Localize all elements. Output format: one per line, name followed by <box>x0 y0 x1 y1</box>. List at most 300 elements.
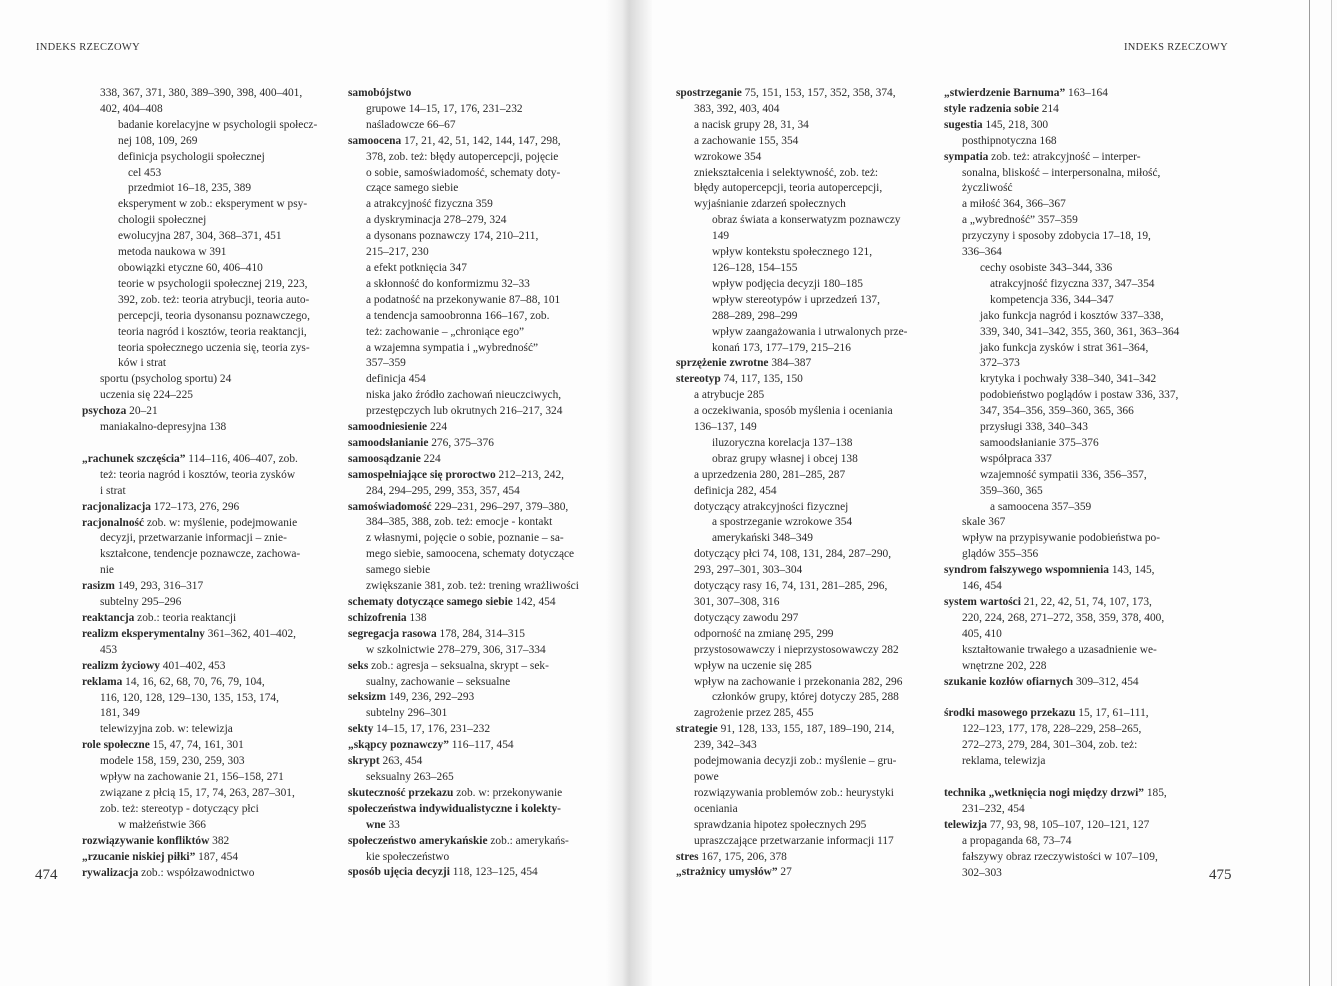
index-subentry <box>944 245 1179 261</box>
index-subentry <box>944 643 1179 659</box>
entry-heading: „skąpcy poznawczy” <box>348 739 449 752</box>
index-subentry <box>82 325 317 341</box>
index-subentry <box>82 150 317 166</box>
index-subentry <box>82 118 317 134</box>
entry-text: 215–217, 230 <box>366 246 429 259</box>
entry-text: 145, 218, 300 <box>982 118 1049 131</box>
entry-text: niska jako źródło zachowań nieuczciwych, <box>366 389 562 402</box>
index-subentry <box>82 643 317 659</box>
index-entry <box>348 420 579 436</box>
index-entry <box>676 850 907 866</box>
entry-heading: sugestia <box>944 118 983 131</box>
entry-text: zagrożenie przez 285, 455 <box>694 707 814 720</box>
index-entry <box>676 722 907 738</box>
index-subentry <box>82 341 317 357</box>
entry-text: obraz świata a konserwatyzm poznawczy <box>712 214 901 227</box>
index-subentry <box>676 786 907 802</box>
entry-text: a podatność na przekonywanie 87–88, 101 <box>366 293 561 306</box>
index-subentry <box>82 229 317 245</box>
entry-text: kie społeczeństwo <box>366 850 450 863</box>
index-column-3 <box>676 86 907 881</box>
index-subentry <box>676 834 907 850</box>
index-subentry <box>348 388 579 404</box>
index-subentry <box>676 627 907 643</box>
entry-heading: rasizm <box>82 580 115 593</box>
index-entry <box>348 627 579 643</box>
index-entry <box>348 722 579 738</box>
index-subentry <box>82 372 317 388</box>
entry-heading: sposób ujęcia decyzji <box>348 866 450 879</box>
index-subentry <box>676 181 907 197</box>
index-subentry <box>348 245 579 261</box>
index-entry <box>348 436 579 452</box>
index-entry <box>944 786 1179 802</box>
index-subentry <box>82 691 317 707</box>
entry-text: definicja psychologii społecznej <box>118 150 265 163</box>
entry-text: 146, 454 <box>962 580 1002 593</box>
entry-text: definicja 282, 454 <box>694 484 777 497</box>
entry-text: 347, 354–356, 359–360, 365, 366 <box>980 405 1134 418</box>
index-subentry <box>944 515 1179 531</box>
entry-text: ewolucyjna 287, 304, 368–371, 451 <box>118 230 282 243</box>
index-subentry <box>676 150 907 166</box>
index-subentry <box>348 118 579 134</box>
entry-text: 20–21 <box>126 405 158 418</box>
entry-text: 276, 375–376 <box>428 436 494 449</box>
entry-text: a nacisk grupy 28, 31, 34 <box>694 118 809 131</box>
index-entry <box>348 452 579 468</box>
index-subentry <box>676 404 907 420</box>
entry-text: 453 <box>100 643 118 656</box>
index-subentry <box>676 468 907 484</box>
index-entry <box>82 850 317 866</box>
entry-heading: racjonalizacja <box>82 500 151 513</box>
entry-text: jako funkcja nagród i kosztów 337–338, <box>980 309 1164 322</box>
entry-text: obowiązki etyczne 60, 406–410 <box>118 261 263 274</box>
entry-heading: wne <box>366 818 386 831</box>
entry-text: zob. też: atrakcyjność – interper- <box>988 150 1141 163</box>
page-number-left: 474 <box>35 867 58 883</box>
entry-text: a uprzedzenia 280, 281–285, 287 <box>694 468 846 481</box>
entry-text: wzajemność sympatii 336, 356–357, <box>980 468 1147 481</box>
entry-text: 149, 293, 316–317 <box>114 580 204 593</box>
index-subentry <box>676 245 907 261</box>
entry-text: odporność na zmianę 295, 299 <box>694 627 834 640</box>
index-subentry <box>348 547 579 563</box>
entry-text: a „wybredność” 357–359 <box>962 214 1078 227</box>
entry-text: 136–137, 149 <box>694 421 757 434</box>
index-subentry <box>348 102 579 118</box>
entry-text: samego siebie <box>366 564 431 577</box>
entry-text: a atrybucje 285 <box>694 389 765 402</box>
entry-text: 336–364 <box>962 246 1002 259</box>
index-subentry <box>676 643 907 659</box>
index-subentry <box>82 547 317 563</box>
index-subentry <box>676 197 907 213</box>
entry-text: modele 158, 159, 230, 259, 303 <box>100 755 245 768</box>
entry-heading: samoosądzanie <box>348 452 421 465</box>
index-subentry <box>944 579 1179 595</box>
entry-heading: syndrom fałszywego wspomnienia <box>944 564 1109 577</box>
entry-text: sportu (psycholog sportu) 24 <box>100 373 232 386</box>
entry-text: zob. w: przekonywanie <box>453 786 563 799</box>
index-subentry <box>676 500 907 516</box>
entry-text: współpraca 337 <box>980 452 1052 465</box>
index-subentry <box>348 293 579 309</box>
entry-text: podobieństwo poglądów i postaw 336, 337, <box>980 389 1179 402</box>
index-subentry <box>676 659 907 675</box>
entry-text: rozwiązywania problemów zob.: heurystyki <box>694 786 894 799</box>
entry-heading: samoświadomość <box>348 500 432 513</box>
index-subentry <box>82 595 317 611</box>
entry-heading: stereotyp <box>676 373 721 386</box>
entry-text: krytyka i pochwały 338–340, 341–342 <box>980 373 1157 386</box>
entry-text: zob. w: myślenie, podejmowanie <box>144 516 298 529</box>
index-entry <box>82 675 317 691</box>
entry-heading: technika „wetknięcia nogi między drzwi” <box>944 787 1144 800</box>
entry-text: zob.: agresja – seksualna, skrypt – sek- <box>368 659 549 672</box>
index-subentry <box>676 595 907 611</box>
entry-spacer <box>82 436 317 452</box>
index-subentry <box>944 277 1179 293</box>
entry-text: oceniania <box>694 802 738 815</box>
index-entry <box>348 659 579 675</box>
entry-text: przedmiot 16–18, 235, 389 <box>128 182 252 195</box>
index-entry <box>944 706 1179 722</box>
index-entry <box>82 404 317 420</box>
index-column-4 <box>944 86 1179 882</box>
index-subentry <box>676 261 907 277</box>
index-entry <box>82 866 317 882</box>
entry-heading: „stwierdzenie Barnuma” <box>944 87 1066 99</box>
index-subentry <box>676 611 907 627</box>
index-subentry <box>348 770 579 786</box>
index-entry <box>348 786 579 802</box>
index-subentry <box>944 738 1179 754</box>
entry-text: fałszywy obraz rzeczywistości w 107–109, <box>962 850 1158 863</box>
index-subentry <box>944 834 1179 850</box>
entry-text: 224 <box>420 452 441 465</box>
entry-spacer <box>944 690 1179 706</box>
index-entry <box>676 86 907 102</box>
entry-text: zwiększanie 381, zob. też: trening wrażliwości <box>366 580 579 593</box>
entry-text: powe <box>694 770 719 783</box>
index-subentry <box>676 484 907 500</box>
entry-text: w szkolnictwie 278–279, 306, 317–334 <box>366 643 546 656</box>
entry-text: percepcji, teoria dysonansu poznawczego, <box>118 309 310 322</box>
entry-text: sualny, zachowanie – seksualne <box>366 675 511 688</box>
entry-text: o sobie, samoświadomość, schematy doty- <box>366 166 561 179</box>
entry-text: 149 <box>712 230 730 243</box>
entry-heading: strategie <box>676 723 718 736</box>
index-subentry <box>348 213 579 229</box>
entry-text: cel 453 <box>128 166 162 179</box>
index-subentry <box>348 150 579 166</box>
index-entry <box>944 818 1179 834</box>
entry-text: 75, 151, 153, 157, 352, 358, 374, <box>741 87 896 99</box>
index-entry <box>82 834 317 850</box>
index-subentry <box>82 309 317 325</box>
index-entry <box>944 102 1179 118</box>
entry-text: a miłość 364, 366–367 <box>962 198 1066 211</box>
entry-text: 15, 17, 61–111, <box>1075 707 1149 720</box>
index-subentry <box>676 738 907 754</box>
entry-text: przestępczych lub okrutnych 216–217, 324 <box>366 405 563 418</box>
entry-text: 231–232, 454 <box>962 802 1025 815</box>
page-edge-line <box>1309 0 1310 986</box>
index-subentry <box>944 325 1179 341</box>
entry-text: członków grupy, której dotyczy 285, 288 <box>712 691 899 704</box>
entry-text: eksperyment w zob.: eksperyment w psy- <box>118 198 308 211</box>
entry-text: zob.: współzawodnictwo <box>138 866 255 879</box>
index-entry <box>348 754 579 770</box>
entry-text: 33 <box>385 818 400 831</box>
entry-heading: „rzucanie niskiej piłki” <box>82 850 196 863</box>
entry-heading: „strażnicy umysłów” <box>676 866 778 879</box>
entry-text: metoda naukowa w 391 <box>118 246 227 259</box>
entry-heading: seksizm <box>348 691 386 704</box>
entry-text: a atrakcyjność fizyczna 359 <box>366 198 493 211</box>
index-subentry <box>676 118 907 134</box>
index-subentry <box>944 372 1179 388</box>
index-subentry <box>348 563 579 579</box>
entry-text: skale 367 <box>962 516 1006 529</box>
entry-text: 402, 404–408 <box>100 102 163 115</box>
entry-text: a tendencja samoobronna 166–167, zob. <box>366 309 550 322</box>
index-entry <box>348 134 579 150</box>
index-subentry <box>348 515 579 531</box>
entry-heading: samoodniesienie <box>348 421 428 434</box>
entry-text: 384–385, 388, zob. też: emocje - kontakt <box>366 516 553 529</box>
index-entry <box>348 86 579 102</box>
entry-text: życzliwość <box>962 182 1013 195</box>
entry-heading: sprzężenie zwrotne <box>676 357 769 370</box>
index-subentry <box>82 181 317 197</box>
index-subentry <box>82 86 317 102</box>
entry-text: chologii społecznej <box>118 214 207 227</box>
entry-text: wpływ na uczenie się 285 <box>694 659 812 672</box>
index-subentry <box>944 802 1179 818</box>
entry-heading: spostrzeganie <box>676 87 742 99</box>
index-subentry <box>944 500 1179 516</box>
page-number-right: 475 <box>1209 867 1232 883</box>
index-subentry <box>944 134 1179 150</box>
entry-text: 212–213, 242, <box>495 468 564 481</box>
index-entry <box>944 595 1179 611</box>
entry-text: czące samego siebie <box>366 182 459 195</box>
running-header-left: INDEKS RZECZOWY <box>36 42 140 53</box>
entry-text: 122–123, 177, 178, 228–229, 258–265, <box>962 723 1142 736</box>
index-entry <box>676 372 907 388</box>
entry-text: atrakcyjność fizyczna 337, 347–354 <box>990 277 1155 290</box>
entry-text: dotyczący rasy 16, 74, 131, 281–285, 296, <box>694 580 888 593</box>
entry-heading: schematy dotyczące samego siebie <box>348 596 513 608</box>
entry-text: wpływ stereotypów i uprzedzeń 137, <box>712 293 880 306</box>
index-subentry <box>944 404 1179 420</box>
entry-text: wnętrzne 202, 228 <box>962 659 1047 672</box>
entry-heading: samoocena <box>348 134 402 147</box>
index-subentry <box>82 468 317 484</box>
entry-text: 309–312, 454 <box>1073 675 1139 688</box>
index-subentry <box>82 277 317 293</box>
entry-text: iluzoryczna korelacja 137–138 <box>712 436 853 449</box>
entry-text: 361–362, 401–402, <box>204 627 296 640</box>
entry-text: a propaganda 68, 73–74 <box>962 834 1072 847</box>
index-subentry <box>348 579 579 595</box>
entry-text: 272–273, 279, 284, 301–304, zob. też: <box>962 739 1138 752</box>
entry-text: subtelny 296–301 <box>366 707 448 720</box>
entry-heading: rozwiązywanie konfliktów <box>82 834 210 847</box>
entry-text: grupowe 14–15, 17, 176, 231–232 <box>366 102 523 115</box>
index-subentry <box>944 197 1179 213</box>
entry-text: wpływ podjęcia decyzji 180–185 <box>712 277 863 290</box>
index-subentry <box>348 706 579 722</box>
entry-text: wpływ na zachowanie 21, 156–158, 271 <box>100 771 284 784</box>
entry-text: 339, 340, 341–342, 355, 360, 361, 363–364 <box>980 325 1180 338</box>
index-subentry <box>676 690 907 706</box>
entry-text: 401–402, 453 <box>159 659 226 672</box>
index-subentry <box>944 484 1179 500</box>
entry-text: 114–116, 406–407, zob. <box>185 452 298 465</box>
index-subentry <box>944 213 1179 229</box>
entry-text: związane z płcią 15, 17, 74, 263, 287–301, <box>100 786 295 799</box>
index-subentry <box>348 181 579 197</box>
entry-text: naśladowcze 66–67 <box>366 118 456 131</box>
index-subentry <box>348 197 579 213</box>
index-subentry <box>82 770 317 786</box>
entry-heading: psychoza <box>82 405 127 418</box>
index-subentry <box>82 818 317 834</box>
entry-heading: style radzenia sobie <box>944 102 1039 115</box>
index-subentry <box>944 229 1179 245</box>
index-subentry <box>676 388 907 404</box>
entry-text: subtelny 295–296 <box>100 596 182 609</box>
entry-text: kształcone, tendencje poznawcze, zachowa- <box>100 548 301 561</box>
entry-text: obraz grupy własnej i obcej 138 <box>712 452 858 465</box>
entry-heading: role społeczne <box>82 739 150 752</box>
index-subentry <box>676 531 907 547</box>
index-entry <box>82 659 317 675</box>
index-subentry <box>944 754 1179 770</box>
entry-text: 284, 294–295, 299, 353, 357, 454 <box>366 484 520 497</box>
index-subentry <box>944 452 1179 468</box>
entry-text: 384–387 <box>768 357 812 370</box>
entry-text: 74, 117, 135, 150 <box>720 373 803 386</box>
entry-text: 21, 22, 42, 51, 74, 107, 173, <box>1020 596 1152 608</box>
index-subentry <box>944 420 1179 436</box>
entry-text: badanie korelacyjne w psychologii społecz- <box>118 118 318 131</box>
entry-text: podejmowania decyzji zob.: myślenie – gru- <box>694 755 897 768</box>
entry-text: mego siebie, samoocena, schematy dotyczące <box>366 548 575 561</box>
entry-text: 372–373 <box>980 357 1020 370</box>
entry-heading: społeczeństwa indywidualistyczne i kolekty- <box>348 802 561 815</box>
entry-text: przyczyny i sposoby zdobycia 17–18, 19, <box>962 230 1151 243</box>
entry-text: sprawdzania hipotez społecznych 295 <box>694 818 867 831</box>
entry-text: 378, zob. też: błędy autopercepcji, pojęcie <box>366 150 559 163</box>
entry-text: 116, 120, 128, 129–130, 135, 153, 174, <box>100 691 279 704</box>
index-subentry <box>82 356 317 372</box>
running-header-right: INDEKS RZECZOWY <box>1124 42 1228 53</box>
entry-text: przystosowawczy i nieprzystosowawczy 282 <box>694 643 899 656</box>
entry-text: seksualny 263–265 <box>366 770 454 783</box>
index-subentry <box>676 452 907 468</box>
index-subentry <box>82 197 317 213</box>
index-entry <box>944 86 1179 102</box>
index-subentry <box>676 309 907 325</box>
entry-text: błędy autopercepcji, teoria autopercepcji, <box>694 182 883 195</box>
entry-heading: realizm eksperymentalny <box>82 627 205 640</box>
index-subentry <box>676 547 907 563</box>
entry-heading: skuteczność przekazu <box>348 786 454 799</box>
index-entry <box>348 595 579 611</box>
index-entry <box>82 516 317 532</box>
entry-text: zob. też: stereotyp - dotyczący płci <box>100 802 259 815</box>
index-subentry <box>82 563 317 579</box>
entry-heading: reklama <box>82 675 123 688</box>
entry-text: 138 <box>406 611 427 624</box>
entry-text: glądów 355–356 <box>962 548 1039 561</box>
entry-text: 392, zob. też: teoria atrybucji, teoria auto- <box>118 293 310 306</box>
entry-text: 116–117, 454 <box>448 739 514 752</box>
index-subentry <box>676 277 907 293</box>
entry-text: wpływ na zachowanie i przekonania 282, 296 <box>694 675 903 688</box>
index-entry <box>348 834 579 850</box>
index-entry <box>82 627 317 643</box>
index-subentry <box>82 102 317 118</box>
entry-text: 382 <box>209 834 230 847</box>
index-subentry <box>676 770 907 786</box>
entry-text: a wzajemna sympatia i „wybredność” <box>366 341 539 354</box>
index-subentry <box>348 166 579 182</box>
index-entry <box>944 563 1179 579</box>
index-subentry <box>944 341 1179 357</box>
index-subentry <box>348 309 579 325</box>
entry-text: posthipnotyczna 168 <box>962 134 1057 147</box>
entry-text: 185, <box>1143 787 1167 800</box>
entry-heading: sekty <box>348 723 374 736</box>
entry-text: uczenia się 224–225 <box>100 389 193 402</box>
index-entry <box>348 865 579 881</box>
index-subentry <box>676 563 907 579</box>
index-subentry <box>82 802 317 818</box>
index-subentry <box>944 468 1179 484</box>
entry-text: a skłonność do konformizmu 32–33 <box>366 277 530 290</box>
entry-text: 302–303 <box>962 866 1002 879</box>
entry-heading: realizm życiowy <box>82 659 160 672</box>
index-entry <box>82 452 317 468</box>
index-subentry <box>348 818 579 834</box>
entry-text: a spostrzeganie wzrokowe 354 <box>712 516 853 529</box>
index-subentry <box>944 388 1179 404</box>
index-subentry <box>944 611 1179 627</box>
entry-text: 15, 47, 74, 161, 301 <box>149 739 244 752</box>
entry-text: 163–164 <box>1065 87 1108 99</box>
entry-text: 142, 454 <box>512 596 556 608</box>
index-entry <box>348 690 579 706</box>
entry-text: definicja 454 <box>366 373 426 386</box>
entry-text: upraszczające przetwarzanie informacji 117 <box>694 834 894 847</box>
entry-text: teoria społecznego uczenia się, teoria zys- <box>118 341 310 354</box>
index-entry <box>82 579 317 595</box>
index-subentry <box>676 102 907 118</box>
index-entry <box>348 738 579 754</box>
entry-text: ków i strat <box>118 357 167 370</box>
page-edge-line <box>1331 0 1332 986</box>
index-subentry <box>82 166 317 182</box>
index-subentry <box>82 213 317 229</box>
entry-text: amerykański 348–349 <box>712 532 813 545</box>
entry-text: 149, 236, 292–293 <box>385 691 475 704</box>
